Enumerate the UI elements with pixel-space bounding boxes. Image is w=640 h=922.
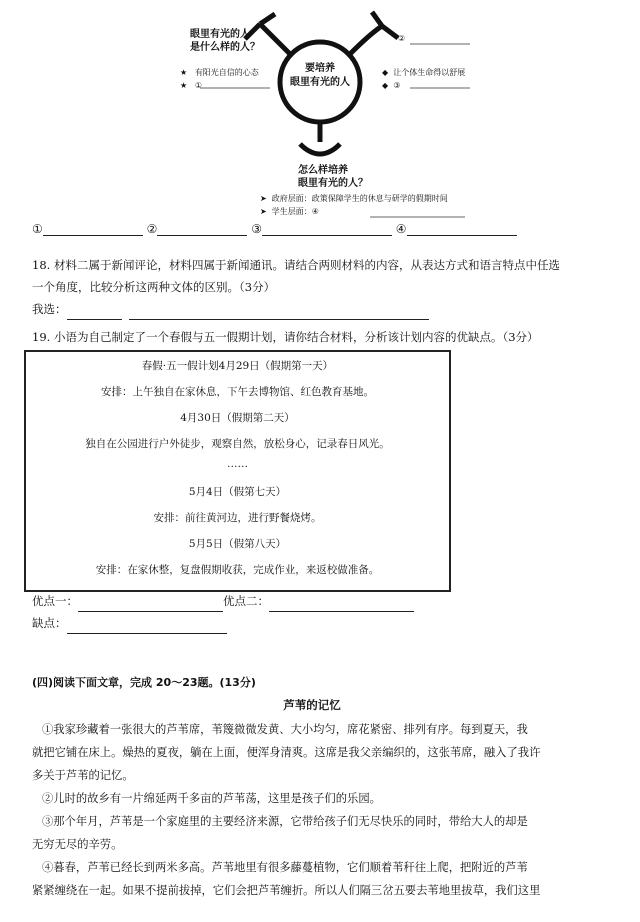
mark-2: ② bbox=[146, 222, 158, 236]
p2: ②儿时的故乡有一片绵延两千多亩的芦苇荡，这里是孩子们的乐园。 bbox=[42, 792, 381, 805]
star-icon: ★ bbox=[180, 81, 188, 90]
adv2-blank[interactable] bbox=[269, 611, 414, 612]
plan-box bbox=[24, 350, 451, 592]
q18-choose-label: 我选 bbox=[32, 302, 55, 316]
q2-item2: ③ bbox=[393, 81, 401, 90]
q3-item1: 政府层面：政策保障学生的休息与研学的假期时间 bbox=[271, 194, 448, 203]
diamond-icon: ◆ bbox=[382, 81, 389, 90]
q18-line2: 一个角度，比较分析这两种文体的区别。（3分） bbox=[32, 280, 276, 294]
plan-line7: 安排：前往黄河边，进行野餐烧烤。 bbox=[153, 512, 322, 524]
q3-line1: 怎么样培养 bbox=[298, 165, 348, 176]
q1-item2: ① bbox=[194, 81, 202, 90]
plan-line2: 安排：上午独自在家休息，下午去博物馆、红色教育基地。 bbox=[101, 386, 374, 398]
plan-line3: 4月30日（假期第二天） bbox=[180, 412, 295, 424]
mind-map-diagram bbox=[150, 4, 510, 224]
p3a: ③那个年月，芦苇是一个家庭里的主要经济来源，它带给孩子们无尽快乐的同时，带给大人的却是 bbox=[42, 815, 528, 828]
plan-line6: 5月4日（假第七天） bbox=[188, 486, 287, 498]
p1a: ①我家珍藏着一张很大的芦苇席，苇篾微微发黄、大小均匀，席花紧密、排列有序。每到夏天，我 bbox=[42, 723, 528, 736]
center-line2: 眼里有光的人 bbox=[290, 77, 350, 88]
blank-2[interactable] bbox=[157, 235, 247, 236]
p4a: ④暮春，芦苇已经长到两米多高。芦苇地里有很多藤蔓植物，它们顺着苇秆往上爬，把附近的芦苇 bbox=[42, 861, 528, 874]
arrow-icon: ➤ bbox=[260, 207, 267, 216]
q1-line1: 眼里有光的人 bbox=[190, 29, 250, 40]
q18-question: 18. 材料二属于新闻评论，材料四属于新闻通讯。请结合两则材料的内容，从表达方式和语言特点中任选 一个角度，比较分析这两种文体的区别。（3分） 我选： bbox=[32, 254, 622, 320]
q1-item1: 有阳光自信的心态 bbox=[194, 68, 259, 77]
mark-4: ④ bbox=[395, 222, 407, 236]
q1-line2: 是什么样的人？ bbox=[190, 42, 260, 53]
p4b: 紧紧缠绕在一起。如果不提前拔掉，它们会把芦苇缠折。所以人们隔三岔五要去苇地里拔草，我们这里 bbox=[32, 884, 541, 897]
diamond-icon: ◆ bbox=[382, 68, 389, 77]
q18-choose-blank[interactable] bbox=[67, 319, 122, 320]
blank-3[interactable] bbox=[262, 235, 392, 236]
dis-blank[interactable] bbox=[67, 633, 227, 634]
mark-1: ① bbox=[32, 222, 43, 236]
adv1-label: 优点一： bbox=[32, 594, 78, 608]
plan-line4: 独自在公园进行户外徒步，观察自然，放松身心，记录春日风光。 bbox=[85, 438, 390, 450]
q3-line2: 眼里有光的人？ bbox=[298, 178, 368, 189]
plan-line8: 5月5日（假第八天） bbox=[188, 538, 287, 550]
plan-line5: …… bbox=[227, 458, 248, 470]
blank-4[interactable] bbox=[407, 235, 517, 236]
article-body bbox=[32, 718, 622, 902]
mark-3: ③ bbox=[251, 222, 262, 236]
adv2-label: 优点二： bbox=[223, 594, 269, 608]
q18-line1: 18. 材料二属于新闻评论，材料四属于新闻通讯。请结合两则材料的内容，从表达方式和语言特点中任选 bbox=[32, 258, 560, 272]
arrow-icon: ➤ bbox=[260, 194, 267, 203]
center-line1: 要培养 bbox=[305, 63, 335, 74]
p1b: 就把它铺在床上。燥热的夏夜，躺在上面，便浑身清爽。这席是我父亲编织的，这张苇席，融入了我许 bbox=[32, 746, 541, 759]
plan-line9: 安排：在家休整，复盘假期收获，完成作业，来返校做准备。 bbox=[95, 564, 380, 576]
plan-line1: 春假·五一假计划4月29日（假期第一天） bbox=[141, 360, 334, 372]
answer-blanks-row bbox=[32, 222, 612, 242]
section4-heading: (四)阅读下面文章，完成 20～23题。(13分) bbox=[32, 676, 256, 689]
q19-question: 19. 小语为自己制定了一个春假与五一假期计划，请你结合材料，分析该计划内容的优缺点。（3分） bbox=[32, 330, 539, 344]
dis-label: 缺点： bbox=[32, 616, 67, 630]
p1c: 多关于芦苇的记忆。 bbox=[32, 769, 134, 782]
answers-block bbox=[32, 590, 622, 634]
p3b: 无穷无尽的辛劳。 bbox=[32, 838, 123, 851]
q2-item0: ② bbox=[398, 34, 406, 43]
blank-1[interactable] bbox=[43, 235, 143, 236]
article-title: 芦苇的记忆 bbox=[283, 698, 341, 712]
q2-item1: 让个体生命得以舒展 bbox=[393, 68, 466, 77]
q18-answer-blank[interactable] bbox=[129, 319, 429, 320]
star-icon: ★ bbox=[180, 68, 188, 77]
q3-item2: 学生层面：④ bbox=[271, 207, 319, 216]
